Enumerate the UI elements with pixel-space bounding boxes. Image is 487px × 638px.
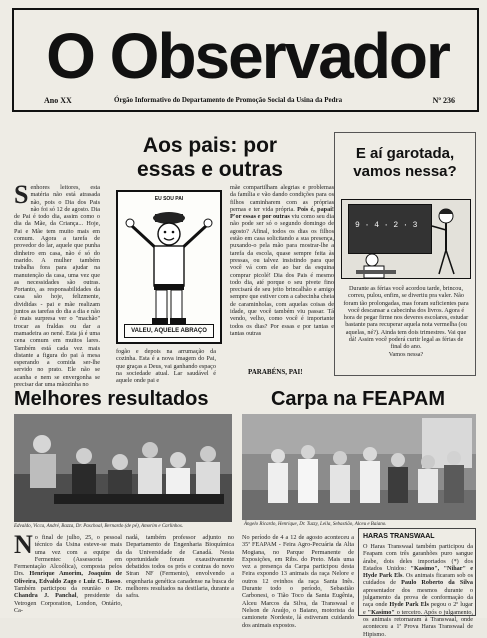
newspaper-title: O Observador [46, 20, 449, 92]
feapam-photo-scene [242, 414, 476, 520]
results-column-1 [14, 530, 123, 616]
haras-text-d: Paulo Roberto da Silva [401, 579, 473, 587]
results-column-2: nadá, também professor adjunto no Departamento de Engenharia Bioquímica da Universidade de Canadá. Nesta oportunidade foram exaustivamente debatidos todos os prós e contras do novo Stran NF (Fermento), envolvendo a engenharia genética canadense na busca de melhores resultados na destilaria, durante a safra. [126, 534, 234, 600]
children-illustration [342, 200, 472, 280]
haras-text-i: o terceiro. Após o julgamento, os animais retornaram à Transwaal, onde aconteceu a 1ª Prova Haras Transwaal de Hipismo. [363, 608, 473, 638]
fathers-column-2: fogão e depois na arrumação da cozinha. Esta é a nova imagem do Pai, que graças a Deus, vai ganhando espaço na sociedade atual. Lar saudável é aquele onde pai e [116, 348, 216, 385]
drawing-top-text: EU SOU PAI [154, 196, 184, 202]
fathers-headline [80, 134, 340, 182]
father-drawing [116, 190, 222, 344]
fathers-headline-line1: Aos pais: por [142, 134, 278, 157]
feapam-photo [242, 414, 476, 520]
kids-end-line: Vamos nessa? [388, 350, 424, 358]
haras-text-g: pegou o 2º lugar e [363, 601, 473, 616]
fathers-col3-q-b: P'or essas e por outras [230, 213, 290, 221]
feapam-caption: Ângelo Ricardo, Henrique, Dr. Tuzzy, Leila, Sebastião, Alceu e Baiano. [244, 522, 387, 527]
results-col1-e: . Também participou da reunião o Dr. [14, 577, 123, 593]
fathers-article [12, 128, 335, 389]
fathers-headline-line2: essas e outras [137, 158, 283, 181]
kids-headline-line2: vamos nessa? [353, 163, 457, 180]
results-dropcap: N [14, 530, 33, 559]
kids-body [343, 285, 469, 369]
results-caption: Edvaldo, Vicca, André, Bazza, Dr. Paschoal, Bernardo (de pé), Amorim e Carlinhos. [14, 524, 184, 529]
results-col1-g: , presidente da Vetrogen Corporation, London, Ontário, Ca- [14, 592, 122, 614]
masthead-subtitle: Órgão Informativo do Departamento de Promoção Social da Usina da Pedra [114, 96, 343, 104]
results-col1-b: Henrique Amorim, Joaquim de Oliveira, Edvaldo Zago [14, 570, 122, 585]
results-photo-scene [14, 414, 232, 522]
results-col1-c: e [76, 577, 84, 585]
haras-text-e: apresentador dos mesmos durante o julgamento da prova de conformação da raça onde [363, 586, 473, 609]
drawing-sign: VALEU, AQUELE ABRAÇO [124, 324, 214, 338]
haras-text-a: O Haras Transwaal também participou da Feapam com três garanhões puro sangue árabe, dois deles importados (*) dos Estados Unidos: [363, 543, 473, 572]
feapam-column-1: No período de 4 a 12 de agosto aconteceu a 35ª FEAPAM - Feira Agro-Pecuária da Alta Mogiana, no Parque Permanente de Exposições, em Ribs. do Preto. Mais uma vez a presença da Carpa participou desta Feira expondo 13 animais da raça Nelore e outros 12 ovinhos da raça Santa Inês. Durante todo o período, Sebastião Carbonesi, o Tião Toco da Santa Eugênia, Alceu Marcos da Silva, da Transwaal e Nelson de Araújo, o Baiano, motorista da camionete Nordeste, lá estiveram cuidando dos animais expostos. [242, 534, 354, 629]
results-col1-a: o final de julho, 25, o pessoal técnico da Usina esteve-se mais uma vez com a equipe da Fermentec (Assessoria em Fermentação Alcoólica), composta pelos Drs. [14, 534, 122, 578]
fathers-col3-q-a: Pois é, papai! [297, 205, 334, 213]
kids-article [334, 132, 476, 376]
blackboard-numbers: 9 · 4 · 2 · 3 [355, 221, 418, 230]
results-col1-d: Luiz C. Basso [83, 577, 121, 585]
fathers-dropcap: S [14, 180, 29, 209]
fathers-col1-text: enhores leitores, esta matéria não está atrasada não, pois o Dia dos Pais não foi só 12 de agosto. Dia de Pai é todo dia, assim como o dia da Mãe, da Criança... Hoje, Pai e Mãe tem muito mais em comum. Agora a tarefa de provedor do lar, aquele que punha dinheiro em casa, não é só do marido. A mulher também trabalha fora para ajudar na manutenção da casa, uma vez que as necessidades são outras. Portanto, as responsabilidades da casa são hoje, felizmente, divididas - pai e mãe realizam juntos as tarefas do dia a dia e não é mais surpresa ver o "machão" trocar as fraldas ou dar a mamadeira ao nené. Esta já é uma cena comum em muitos lares. Também está cada vez mais distante a figura do pai à mesa esperando a comida ser-lhe servido no prato. Ele não se acanha e nem se envergonha se precisar dar uma mãozinha no [14, 184, 100, 389]
haras-box [358, 528, 476, 638]
issue-label: Ano XX [44, 96, 72, 105]
haras-text-c: . Os animais ficaram sob os cuidados de [363, 572, 473, 587]
haras-text-f: Hyde Park Els [389, 601, 429, 609]
father-figure-illustration [118, 204, 220, 334]
fathers-col3-q-c: viu como seu dia não pode ser só o segundo domingo de agosto? Afinal, todos os dias os filhos estão em casa solicitando a sua presença, puxando-o pela mão para mostrar-lhe a tarefa da escola, quase sempre feita às pressas, ou talvez insistindo para que você vá com ele ao bar da esquina comprar picolé! Dia dos Pais é mesmo todo dia, até porque o seu pivete fino precisará de seu jeito brincalhão e amigo sempre que estiver com a cabecinha cheia de caraminholas, com aquelas coisas de idade, que você também viu passar. Tá vendo, velho, como você é importante todos os dias? Por essas e por tantas e tantas outras [230, 213, 334, 337]
fathers-column-3 [230, 184, 334, 374]
kids-body-text: Durante as férias você acordou tarde, brincou, correu, pulou, enfim, se divertiu pra valer. Não foram tão prolongadas, mas foram suficientes para você descansar a cabecinha dos livros. Agora é hora de pegar firme nos deveres escolares, estudar bastante para recuperar aquela nota vermelha (ou aquelas, né?). Ainda tem dois trimestres. Vai que dá! Assim você poderá curtir legal as férias de final do ano. [343, 285, 469, 351]
issue-number: Nº 236 [432, 96, 455, 105]
results-photo [14, 414, 232, 522]
haras-text-b: "Kasimo", "Nihar" e Hyde Park Els [363, 564, 473, 580]
results-col1-f: Chandra J. Panchal [14, 592, 77, 600]
classroom-drawing [341, 199, 471, 279]
haras-text [363, 543, 473, 638]
fathers-column-1 [14, 180, 100, 389]
feapam-headline: Carpa na FEAPAM [270, 388, 446, 410]
kids-headline [339, 145, 471, 181]
masthead [12, 8, 479, 112]
results-headline: Melhores resultados [14, 388, 209, 410]
fathers-col3-text: mãe compartilham alegrias e problemas da família e vão dando condições para os filhos caminharem com as próprias pernas e ter vida própria. [230, 184, 334, 213]
haras-title: HARAS TRANSWAAL [363, 533, 435, 540]
fathers-signoff: PARABÉNS, PAI! [248, 368, 303, 376]
kids-headline-line1: E aí garotada, [355, 145, 455, 162]
haras-text-h: "Kasimo" [367, 608, 395, 616]
